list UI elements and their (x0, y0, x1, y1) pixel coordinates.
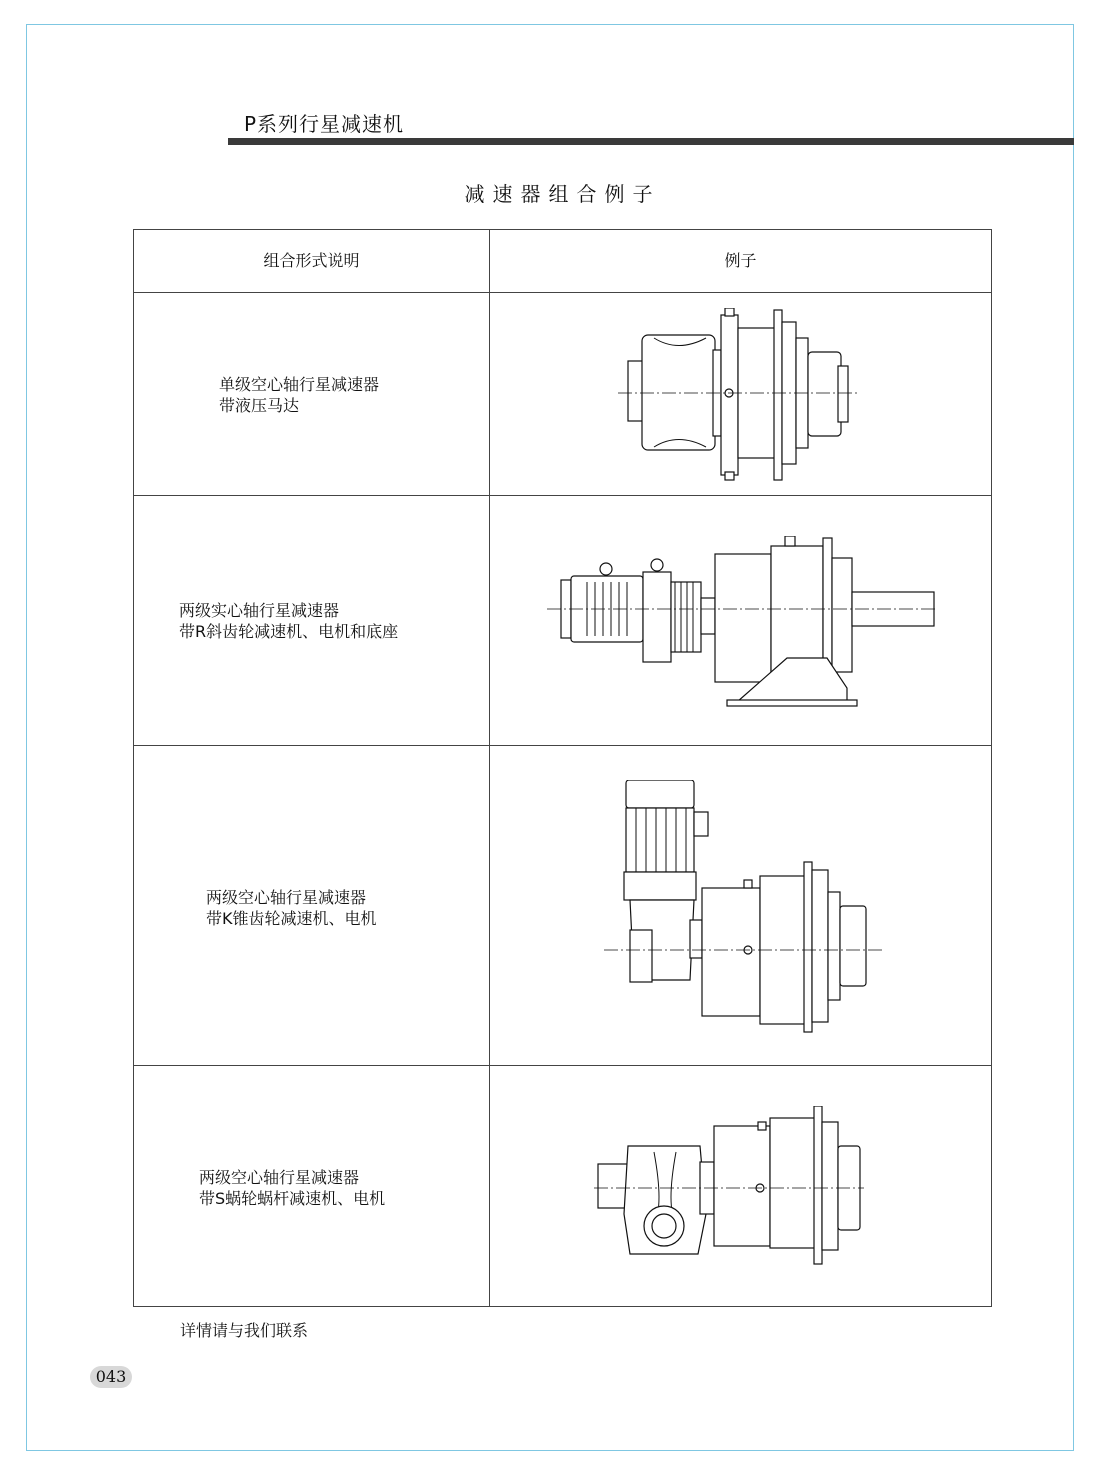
table-row-description (219, 374, 379, 416)
table-row-description (179, 600, 398, 642)
section-title: 减速器组合例子 (464, 182, 661, 206)
planetary-reducer-r-helical-motor-base-drawing (547, 536, 937, 712)
column-header-description: 组合形式说明 (263, 251, 360, 270)
description-line-2: 带S蜗轮蜗杆减速机、电机 (199, 1189, 386, 1208)
planetary-reducer-s-worm-motor-drawing (594, 1106, 864, 1266)
page-number: 043 (90, 1366, 132, 1388)
description-line-2: 带K锥齿轮减速机、电机 (206, 909, 377, 928)
description-line-2: 带R斜齿轮减速机、电机和底座 (179, 622, 399, 641)
table-row-description (199, 1167, 385, 1209)
row-divider (134, 495, 991, 496)
table-row-description (206, 887, 377, 929)
combination-table (133, 229, 992, 1307)
column-header-example: 例子 (724, 251, 757, 270)
column-divider (489, 230, 490, 1306)
footnote: 详情请与我们联系 (180, 1321, 309, 1340)
row-divider (134, 1065, 991, 1066)
planetary-reducer-k-bevel-motor-drawing (604, 780, 884, 1038)
row-divider (134, 745, 991, 746)
description-line-1: 两级实心轴行星减速器 (179, 601, 340, 620)
header-bar (228, 138, 1074, 145)
description-line-2: 带液压马达 (219, 396, 300, 415)
planetary-reducer-hydraulic-motor-drawing (614, 308, 864, 483)
description-line-1: 两级空心轴行星减速器 (199, 1168, 360, 1187)
page-header-title: P系列行星减速机 (244, 112, 405, 136)
description-line-1: 单级空心轴行星减速器 (219, 375, 380, 394)
description-line-1: 两级空心轴行星减速器 (206, 888, 367, 907)
row-divider (134, 292, 991, 293)
